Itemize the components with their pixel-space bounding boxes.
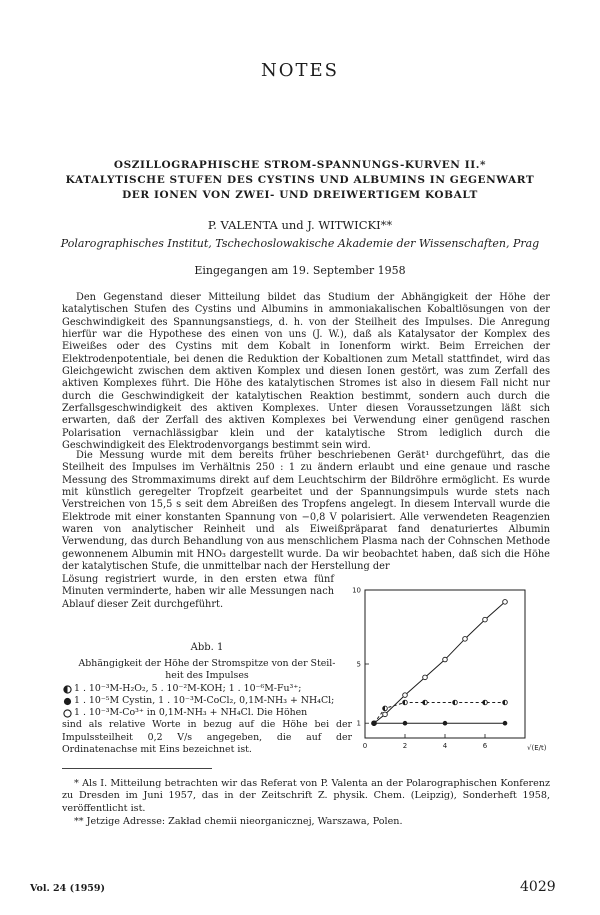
figure-caption (62, 658, 352, 756)
body-paragraph-2-continuation: Lösung registriert wurde, in den ersten etwa fünf Minuten verminderte, haben wir alle Messungen nach Ablauf dieser Zeit durchgeführt. (62, 574, 334, 610)
authors: P. VALENTA und J. WITWICKI** (207, 218, 393, 232)
legend-entry-1 (62, 683, 352, 695)
series-0-point-5 (463, 637, 468, 642)
legend-entry-3 (62, 707, 352, 719)
half-filled-circle-icon (62, 683, 74, 695)
footnote-divider (62, 768, 212, 769)
series-0-point-3 (423, 675, 428, 680)
series-0-point-1 (383, 712, 388, 717)
series-0-point-6 (483, 617, 488, 622)
section-heading: NOTES (261, 60, 339, 81)
x-tick-label-1: 2 (402, 742, 408, 750)
figure-caption-line-1: Abhängigkeit der Höhe der Stromspitze von der Steil- (78, 658, 336, 669)
series-2-point-0 (372, 721, 377, 726)
series-1-line (374, 702, 505, 723)
y-tick-label-1: 5 (356, 660, 361, 669)
y-tick-label-2: 10 (352, 586, 361, 595)
series-2-point-2 (443, 721, 448, 726)
body-paragraph-2: Die Messung wurde mit dem bereits früher beschriebenen Gerät¹ durchgeführt, das die Steilheit des Impulses im Verhältnis 250 : 1 zu ändern erlaubt und eine genaue und rasche Messung des Strommaximums direkt auf dem Leuchtschirm der Bildröhre ermöglicht. Es wurde mit künstlich geregelter Tropfzeit gearbeitet und der Spannungsimpuls wurde stets nach Verstreichen von 15,5 s seit dem Abreißen des Tropfens angelegt. In diesem Intervall wurde die Elektrode mit einer konstanten Spannung von −0,8 V polarisiert. Alle verwendeten Reagenzien waren von analytischer Reinheit und als Eiweißpräparat fand denaturiertes Albumin Verwendung, das durch Behandlung von aus menschlichem Plasma nach der Cohnschen Methode gewonnenem Albumin mit HNO₃ dargestellt wurde. Da wir beobachtet haben, daß sich die Höhe der katalytischen Stufe, die unmittelbar nach der Herstellung der (62, 450, 550, 573)
filled-circle-icon (62, 695, 74, 707)
legend-entry-1-text: 1 . 10⁻³M-H₂O₂, 5 . 10⁻²M-KOH; 1 . 10⁻⁶M-Fu³⁺; (74, 682, 302, 694)
series-0-point-2 (403, 693, 408, 698)
x-tick-label-2: 4 (442, 742, 448, 750)
legend-continuation: sind als relative Worte in bezug auf die Höhe bei der Impulssteilheit 0,2 V/s angegeben, die auf der Ordinatenachse mit Eins bezeichnet ist. (62, 719, 352, 756)
plot-frame (365, 590, 525, 738)
institute: Polarographisches Institut, Tschechoslowakische Akademie der Wissenschaften, Prag (60, 237, 540, 250)
article-title-line-2: KATALYTISCHE STUFEN DES CYSTINS UND ALBUMINS IN GEGENWART (65, 174, 535, 186)
figure-1-chart (345, 580, 550, 760)
open-circle-icon (62, 707, 74, 719)
x-tick-label-0: 0 (362, 742, 368, 750)
y-tick-label-0: 1 (356, 719, 361, 728)
legend-entry-2-text: 1 . 10⁻⁵M Cystin, 1 . 10⁻³M-CoCl₂, 0,1M-NH₃ + NH₄Cl; (74, 694, 335, 706)
series-2-point-1 (403, 721, 408, 726)
series-0-point-7 (503, 600, 508, 605)
figure-label: Abb. 1 (190, 642, 224, 653)
figure-caption-line-2: heit des Impulses (165, 670, 249, 682)
footnote-1: * Als I. Mitteilung betrachten wir das Referat von P. Valenta an der Polarographischen Konferenz zu Dresden im Juni 1957, das in der Zeitschrift Z. physik. Chem. (Leipzig), Sonderheft 1958, veröffentlicht ist. (62, 778, 550, 814)
article-title-line-1: OSZILLOGRAPHISCHE STROM-SPANNUNGS-KURVEN II.* (113, 159, 487, 171)
x-axis-label: √(E/t) (527, 744, 547, 752)
series-0-point-4 (443, 657, 448, 662)
received-date: Eingegangen am 19. September 1958 (194, 264, 406, 277)
footnote-2: ** Jetzige Adresse: Zakład chemii nieorganicznej, Warszawa, Polen. (74, 816, 403, 827)
legend-entry-3-text: 1 . 10⁻³M-Co³⁺ in 0,1M-NH₃ + NH₄Cl. Die Höhen (74, 707, 308, 719)
legend-entry-2 (62, 695, 352, 707)
body-paragraph-1: Den Gegenstand dieser Mitteilung bildet das Studium der Abhängigkeit der Höhe der katalytischen Stufen des Cystins und Albumins in ammoniakalischen Kobaltlösungen von der Geschwindigkeit des Spannungsanstiegs, d. h. von der Steilheit des Impulses. Die Anregung hierfür war die Hypothese des einen von uns (J. W.), daß als Katalysator der Komplex des Eiweißes oder des Cystins mit dem Kobalt in Ionenform wirkt. Beim Erreichen der Elektrodenpotentiale, bei denen die Reduktion der Kobaltionen zum Metall stattfindet, wird das Gleichgewicht zwischen dem aktiven Komplex und diesen Ionen gestört, was zum Zerfall des aktiven Komplexes führt. Die Höhe des katalytischen Stromes ist also in diesem Fall nicht nur durch die Geschwindigkeit der katalytischen Reaktion bestimmt, sondern auch durch die Zerfallsgeschwindigkeit des aktiven Komplexes. Unter diesen Voraussetzungen läßt sich erwarten, daß der Zerfall des aktiven Komplexes bei Verwendung einer genügend raschen Polarisation vernachlässigbar klein und der katalytische Strom lediglich durch die Geschwindigkeit des Elektrodenvorgangs bestimmt sein wird. (62, 292, 550, 452)
article-title-line-3: DER IONEN VON ZWEI- UND DREIWERTIGEM KOBALT (122, 189, 478, 201)
x-tick-label-3: 6 (482, 742, 488, 750)
series-2-point-3 (503, 721, 508, 726)
journal-volume: Vol. 24 (1959) (30, 883, 106, 894)
page-number: 4029 (520, 879, 556, 895)
